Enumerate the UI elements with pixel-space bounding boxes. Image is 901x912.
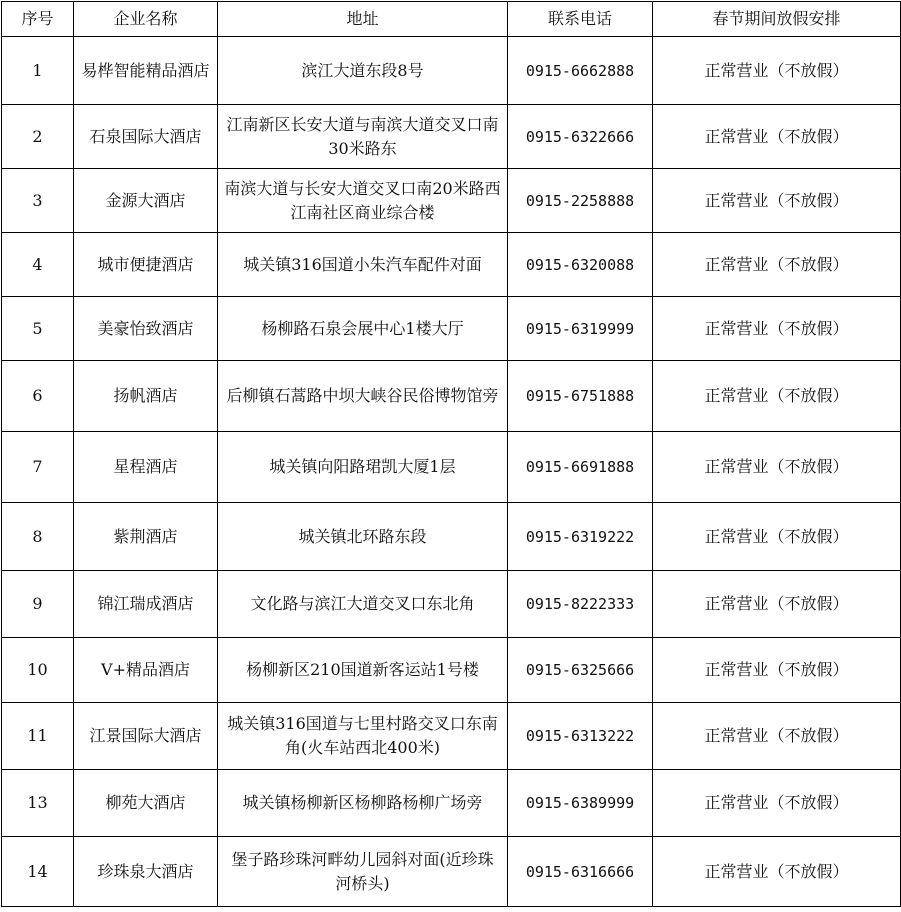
cell-index: 6	[2, 361, 74, 432]
table-row	[2, 37, 901, 105]
table-row	[2, 503, 901, 571]
cell-address: 南滨大道与长安大道交叉口南20米路西江南社区商业综合楼	[218, 169, 508, 233]
cell-index: 9	[2, 571, 74, 638]
cell-index: 7	[2, 432, 74, 503]
cell-index: 2	[2, 105, 74, 169]
cell-holiday-arrangement: 正常营业（不放假）	[653, 169, 901, 233]
table-body	[2, 37, 901, 907]
cell-address: 城关镇杨柳新区杨柳路杨柳广场旁	[218, 770, 508, 837]
table-row	[2, 233, 901, 297]
cell-address: 杨柳路石泉会展中心1楼大厅	[218, 297, 508, 361]
cell-holiday-arrangement: 正常营业（不放假）	[653, 432, 901, 503]
cell-index: 1	[2, 37, 74, 105]
cell-phone: 0915-6313222	[508, 703, 653, 770]
table-row	[2, 638, 901, 703]
table-row	[2, 703, 901, 770]
cell-holiday-arrangement: 正常营业（不放假）	[653, 37, 901, 105]
header-company-name: 企业名称	[74, 2, 218, 37]
header-index: 序号	[2, 2, 74, 37]
cell-phone: 0915-6319999	[508, 297, 653, 361]
header-address: 地址	[218, 2, 508, 37]
cell-holiday-arrangement: 正常营业（不放假）	[653, 571, 901, 638]
cell-index: 3	[2, 169, 74, 233]
cell-phone: 0915-6316666	[508, 837, 653, 907]
cell-index: 13	[2, 770, 74, 837]
table-row	[2, 837, 901, 907]
cell-index: 8	[2, 503, 74, 571]
cell-phone: 0915-6691888	[508, 432, 653, 503]
cell-address: 杨柳新区210国道新客运站1号楼	[218, 638, 508, 703]
cell-holiday-arrangement: 正常营业（不放假）	[653, 105, 901, 169]
cell-phone: 0915-6325666	[508, 638, 653, 703]
cell-holiday-arrangement: 正常营业（不放假）	[653, 233, 901, 297]
cell-holiday-arrangement: 正常营业（不放假）	[653, 703, 901, 770]
cell-address: 堡子路珍珠河畔幼儿园斜对面(近珍珠河桥头)	[218, 837, 508, 907]
cell-index: 14	[2, 837, 74, 907]
header-holiday-arrangement: 春节期间放假安排	[653, 2, 901, 37]
cell-address: 城关镇316国道小朱汽车配件对面	[218, 233, 508, 297]
cell-company-name: 石泉国际大酒店	[74, 105, 218, 169]
cell-holiday-arrangement: 正常营业（不放假）	[653, 361, 901, 432]
cell-index: 4	[2, 233, 74, 297]
table-row	[2, 571, 901, 638]
cell-phone: 0915-6319222	[508, 503, 653, 571]
cell-company-name: 江景国际大酒店	[74, 703, 218, 770]
cell-company-name: 美豪怡致酒店	[74, 297, 218, 361]
cell-phone: 0915-6320088	[508, 233, 653, 297]
table-row	[2, 432, 901, 503]
cell-company-name: 扬帆酒店	[74, 361, 218, 432]
cell-company-name: V+精品酒店	[74, 638, 218, 703]
hotel-table	[1, 1, 901, 907]
cell-phone: 0915-6322666	[508, 105, 653, 169]
cell-index: 5	[2, 297, 74, 361]
cell-company-name: 星程酒店	[74, 432, 218, 503]
cell-index: 11	[2, 703, 74, 770]
table-row	[2, 105, 901, 169]
cell-holiday-arrangement: 正常营业（不放假）	[653, 503, 901, 571]
cell-address: 城关镇北环路东段	[218, 503, 508, 571]
cell-address: 滨江大道东段8号	[218, 37, 508, 105]
cell-company-name: 锦江瑞成酒店	[74, 571, 218, 638]
cell-index: 10	[2, 638, 74, 703]
cell-holiday-arrangement: 正常营业（不放假）	[653, 638, 901, 703]
table-row	[2, 770, 901, 837]
cell-address: 文化路与滨江大道交叉口东北角	[218, 571, 508, 638]
cell-phone: 0915-6751888	[508, 361, 653, 432]
cell-address: 后柳镇石蒿路中坝大峡谷民俗博物馆旁	[218, 361, 508, 432]
cell-phone: 0915-8222333	[508, 571, 653, 638]
cell-address: 城关镇向阳路珺凯大厦1层	[218, 432, 508, 503]
cell-phone: 0915-6662888	[508, 37, 653, 105]
header-phone: 联系电话	[508, 2, 653, 37]
cell-company-name: 金源大酒店	[74, 169, 218, 233]
cell-company-name: 柳苑大酒店	[74, 770, 218, 837]
cell-address: 江南新区长安大道与南滨大道交叉口南30米路东	[218, 105, 508, 169]
cell-phone: 0915-6389999	[508, 770, 653, 837]
header-row	[2, 2, 901, 37]
cell-holiday-arrangement: 正常营业（不放假）	[653, 297, 901, 361]
table-row	[2, 169, 901, 233]
table-row	[2, 297, 901, 361]
cell-address: 城关镇316国道与七里村路交叉口东南角(火车站西北400米)	[218, 703, 508, 770]
table-row	[2, 361, 901, 432]
cell-phone: 0915-2258888	[508, 169, 653, 233]
cell-company-name: 易桦智能精品酒店	[74, 37, 218, 105]
cell-holiday-arrangement: 正常营业（不放假）	[653, 837, 901, 907]
cell-company-name: 珍珠泉大酒店	[74, 837, 218, 907]
cell-company-name: 城市便捷酒店	[74, 233, 218, 297]
cell-company-name: 紫荆酒店	[74, 503, 218, 571]
cell-holiday-arrangement: 正常营业（不放假）	[653, 770, 901, 837]
